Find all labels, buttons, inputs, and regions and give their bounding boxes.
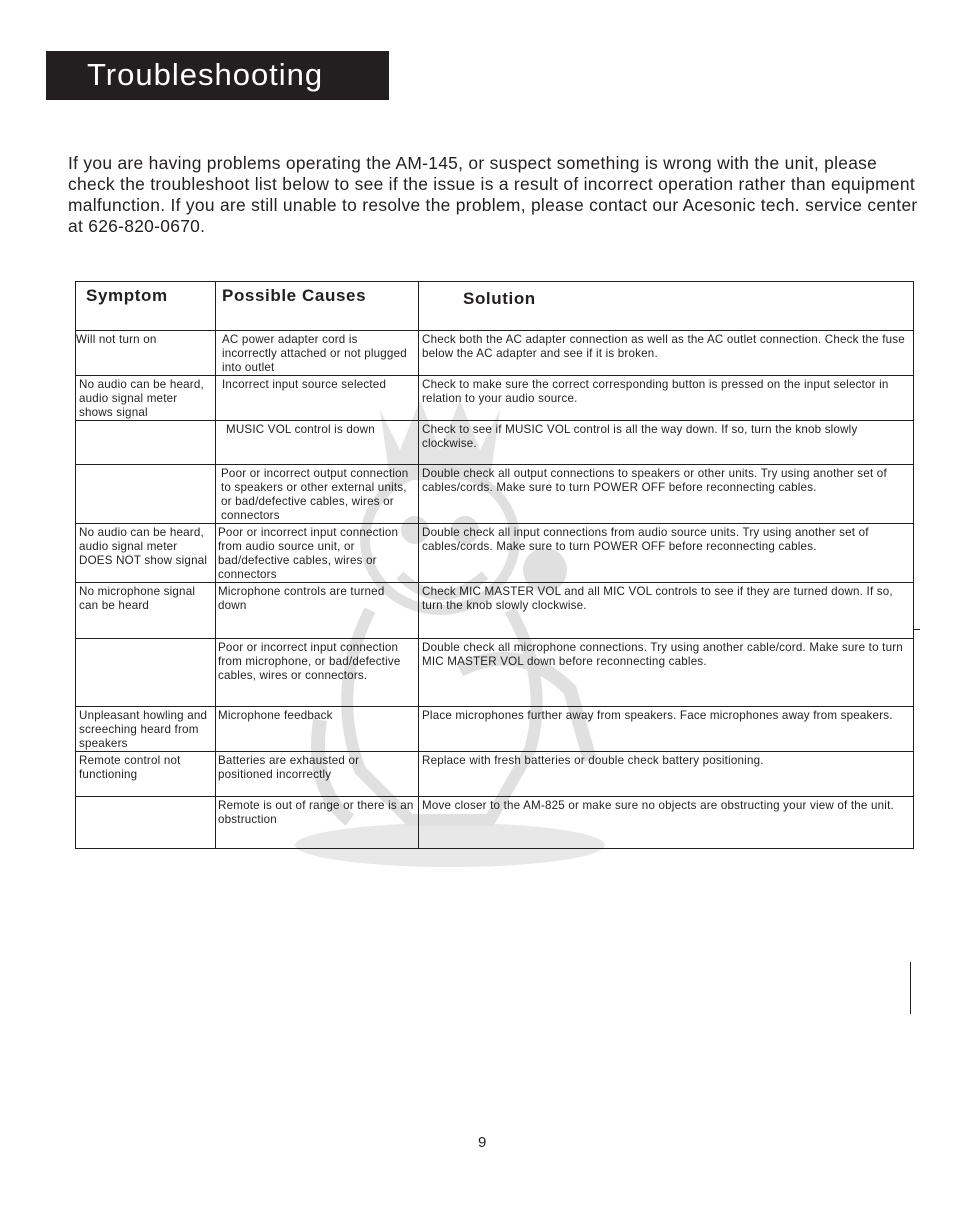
cause-cell: Remote is out of range or there is an obstruction — [218, 799, 414, 826]
solution-cell: Double check all output connections to speakers or other units. Try using another set of cables/cords. Make sure to turn POWER OFF before reconnecting cables. — [422, 467, 887, 494]
symptom-cell — [76, 465, 215, 467]
solution-cell: Place microphones further away from speakers. Face microphones away from speakers. — [422, 709, 893, 722]
table-row — [76, 639, 914, 707]
section-title-bar — [46, 51, 389, 100]
symptom-cell: Remote control not functioning — [79, 754, 181, 781]
symptom-cell: No audio can be heard, audio signal meter DOES NOT show signal — [79, 526, 208, 567]
solution-cell: Double check all input connections from audio source units. Try using another set of cables/cords. Make sure to turn POWER OFF before reconnecting cables. — [422, 526, 869, 553]
table-row — [76, 752, 914, 797]
cause-cell: Incorrect input source selected — [222, 378, 387, 391]
symptom-cell: No audio can be heard, audio signal meter shows signal — [79, 378, 204, 419]
cause-cell: Poor or incorrect input connection from microphone, or bad/defective cables, wires or connectors. — [218, 641, 401, 682]
table-row — [76, 583, 914, 639]
solution-cell: Replace with fresh batteries or double check battery positioning. — [422, 754, 764, 767]
table-row — [76, 331, 914, 376]
cause-cell: AC power adapter cord is incorrectly attached or not plugged into outlet — [222, 333, 407, 374]
table-row — [76, 524, 914, 583]
symptom-cell: Will not turn on — [76, 333, 157, 346]
symptom-cell — [76, 639, 215, 641]
table-edge-tick — [913, 629, 920, 630]
symptom-cell: Unpleasant howling and screeching heard from speakers — [79, 709, 208, 750]
cause-cell: Microphone controls are turned down — [218, 585, 385, 612]
solution-cell: Check to make sure the correct corresponding button is pressed on the input selector in relation to your audio source. — [422, 378, 889, 405]
solution-cell: Check MIC MASTER VOL and all MIC VOL controls to see if they are turned down. If so, turn the knob slowly clockwise. — [422, 585, 893, 612]
solution-cell: Check to see if MUSIC VOL control is all the way down. If so, turn the knob slowly clockwise. — [422, 423, 858, 450]
table-header-row — [76, 282, 914, 331]
solution-cell: Check both the AC adapter connection as well as the AC outlet connection. Check the fuse below the AC adapter and see if it is broken. — [422, 333, 905, 360]
cause-cell: Microphone feedback — [218, 709, 333, 722]
symptom-cell — [76, 797, 215, 799]
table-row — [76, 797, 914, 849]
cause-cell: Batteries are exhausted or positioned incorrectly — [218, 754, 360, 781]
cause-cell: Poor or incorrect input connection from audio source unit, or bad/defective cables, wires or connectors — [218, 526, 399, 581]
symptom-cell — [76, 421, 215, 423]
table-row — [76, 707, 914, 752]
margin-rule — [910, 962, 911, 1014]
cause-cell: Poor or incorrect output connection to speakers or other external units, or bad/defective cables, wires or connectors — [221, 467, 409, 522]
table-row — [76, 376, 914, 421]
causes-header: Possible Causes — [216, 282, 419, 331]
symptom-cell: No microphone signal can be heard — [79, 585, 196, 612]
cause-cell: MUSIC VOL control is down — [226, 423, 375, 436]
intro-paragraph: If you are having problems operating the AM-145, or suspect something is wrong with the unit, please check the troubleshoot list below to see if the issue is a result of incorrect operation rather than equipment malfunction. If you are still unable to resolve the problem, please contact our Acesonic tech. service center at 626-820-0670. — [68, 153, 918, 236]
table-row — [76, 421, 914, 465]
solution-cell: Move closer to the AM-825 or make sure no objects are obstructing your view of the unit. — [422, 799, 894, 812]
table-row — [76, 465, 914, 524]
page-number: 9 — [478, 1134, 487, 1151]
symptom-header: Symptom — [76, 282, 216, 331]
solution-header: Solution — [419, 282, 914, 331]
troubleshooting-table — [75, 281, 914, 849]
page-title: Troubleshooting — [87, 57, 324, 92]
solution-cell: Double check all microphone connections. Try using another cable/cord. Make sure to turn MIC MASTER VOL down before reconnecting cables. — [422, 641, 903, 668]
